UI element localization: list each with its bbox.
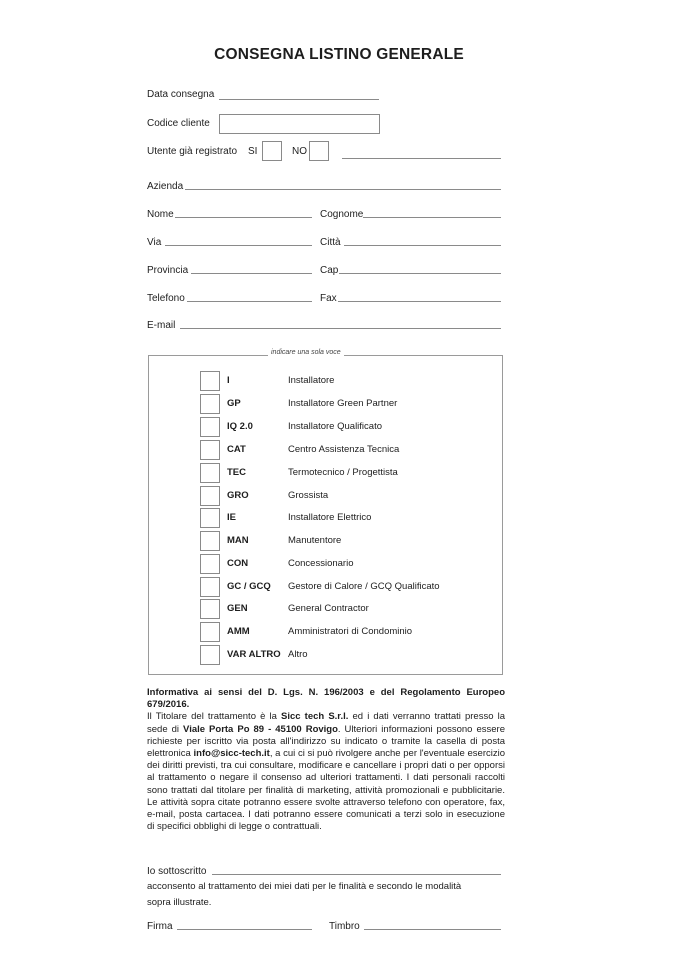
via-field[interactable] <box>165 245 312 246</box>
category-code: GEN <box>227 603 248 614</box>
no-checkbox[interactable] <box>309 141 329 161</box>
category-label: Gestore di Calore / GCQ Qualificato <box>288 581 440 592</box>
category-code: GRO <box>227 490 249 501</box>
cognome-label: Cognome <box>320 209 364 220</box>
category-code: CAT <box>227 444 246 455</box>
azienda-field[interactable] <box>185 189 501 190</box>
privacy-company: Sicc tech S.r.l. <box>281 711 349 723</box>
codice-cliente-field[interactable] <box>219 114 380 134</box>
consent-text-2: sopra illustrate. <box>147 897 212 908</box>
category-label: Centro Assistenza Tecnica <box>288 444 400 455</box>
privacy-text: Il Titolare del trattamento è la <box>147 711 282 723</box>
page-title: CONSEGNA LISTINO GENERALE <box>214 46 464 63</box>
category-checkbox-con[interactable] <box>200 554 220 574</box>
category-label: Manutentore <box>288 535 342 546</box>
category-code: IQ 2.0 <box>227 421 253 432</box>
citta-field[interactable] <box>344 245 501 246</box>
privacy-address: Viale Porta Po 89 - 45100 Rovigo <box>183 723 338 735</box>
firma-label: Firma <box>147 921 173 932</box>
category-checkbox-ie[interactable] <box>200 508 220 528</box>
privacy-text: ed i dati verranno trattati presso la sede di <box>147 711 505 735</box>
cognome-field[interactable] <box>363 217 501 218</box>
si-label: SI <box>248 146 258 157</box>
category-code: I <box>227 375 230 386</box>
category-code: GP <box>227 398 241 409</box>
category-checkbox-iq[interactable] <box>200 417 220 437</box>
codice-cliente-label: Codice cliente <box>147 118 210 129</box>
telefono-label: Telefono <box>147 293 185 304</box>
timbro-label: Timbro <box>329 921 360 932</box>
category-label: Installatore Elettrico <box>288 512 372 523</box>
utente-registrato-label: Utente già registrato <box>147 146 238 157</box>
category-checkbox-i[interactable] <box>200 371 220 391</box>
email-label: E-mail <box>147 320 176 331</box>
category-checkbox-tec[interactable] <box>200 463 220 483</box>
category-label: Altro <box>288 649 308 660</box>
category-code: CON <box>227 558 249 569</box>
privacy-body <box>147 711 505 833</box>
category-checkbox-amm[interactable] <box>200 622 220 642</box>
citta-label: Città <box>320 237 341 248</box>
si-checkbox[interactable] <box>262 141 282 161</box>
category-code: VAR ALTRO <box>227 649 281 660</box>
category-checkbox-gp[interactable] <box>200 394 220 414</box>
email-field[interactable] <box>180 328 501 329</box>
no-label: NO <box>292 146 307 157</box>
data-consegna-label: Data consegna <box>147 89 215 100</box>
category-code: GC / GCQ <box>227 581 271 592</box>
nome-field[interactable] <box>175 217 312 218</box>
category-label: Grossista <box>288 490 329 501</box>
consent-text-1: acconsento al trattamento dei miei dati per le finalità e secondo le modalità <box>147 881 462 892</box>
cap-label: Cap <box>320 265 339 276</box>
data-consegna-field[interactable] <box>219 99 379 100</box>
firma-field[interactable] <box>177 929 312 930</box>
timbro-field[interactable] <box>364 929 501 930</box>
privacy-text: , a cui ci si può rivolgere anche per l'eventuale esercizio dei diritti previsti, tra cui consultare, modificare e cancellare i propri dati o per opporsi al trattamento o negare il consenso ad ulteriori trattamenti. I dati personali raccolti sono trattati dal titolare per finalità di marketing, attività promozionali e pubblicitarie. Le attività sopra citate potranno essere svolte attraverso telefono con operatore, fax, e-mail, posta cartacea. I dati potranno essere comunicati a terzi solo in esecuzione di specifici obblighi di legge o contrattuali. <box>147 748 505 833</box>
sottoscritto-label: Io sottoscritto <box>147 866 207 877</box>
fax-label: Fax <box>320 293 337 304</box>
category-checkbox-cat[interactable] <box>200 440 220 460</box>
privacy-heading: Informativa ai sensi del D. Lgs. N. 196/2003 e del Regolamento Europeo 679/2016. <box>147 687 505 711</box>
category-code: TEC <box>227 467 246 478</box>
utente-registrato-field[interactable] <box>342 158 501 159</box>
category-code: IE <box>227 512 236 523</box>
category-checkbox-man[interactable] <box>200 531 220 551</box>
privacy-email: info@sicc-tech.it <box>193 748 270 760</box>
category-label: Installatore Qualificato <box>288 421 382 432</box>
fax-field[interactable] <box>338 301 501 302</box>
via-label: Via <box>147 237 162 248</box>
category-checkbox-gen[interactable] <box>200 599 220 619</box>
azienda-label: Azienda <box>147 181 184 192</box>
telefono-field[interactable] <box>187 301 312 302</box>
nome-label: Nome <box>147 209 174 220</box>
provincia-field[interactable] <box>191 273 312 274</box>
category-label: General Contractor <box>288 603 369 614</box>
category-code: AMM <box>227 626 250 637</box>
category-caption: indicare una sola voce <box>268 349 344 356</box>
category-label: Installatore <box>288 375 335 386</box>
category-checkbox-var[interactable] <box>200 645 220 665</box>
category-checkbox-gc[interactable] <box>200 577 220 597</box>
sottoscritto-field[interactable] <box>212 874 501 875</box>
category-label: Termotecnico / Progettista <box>288 467 398 478</box>
category-label: Concessionario <box>288 558 354 569</box>
cap-field[interactable] <box>339 273 501 274</box>
privacy-text: . Ulteriori informazioni possono essere richieste per iscritto via posta all'indirizzo su indicato o tramite la casella di posta elettronica <box>147 723 505 760</box>
provincia-label: Provincia <box>147 265 189 276</box>
category-label: Installatore Green Partner <box>288 398 398 409</box>
category-label: Amministratori di Condominio <box>288 626 413 637</box>
category-code: MAN <box>227 535 249 546</box>
privacy-notice <box>147 687 505 833</box>
category-checkbox-gro[interactable] <box>200 486 220 506</box>
